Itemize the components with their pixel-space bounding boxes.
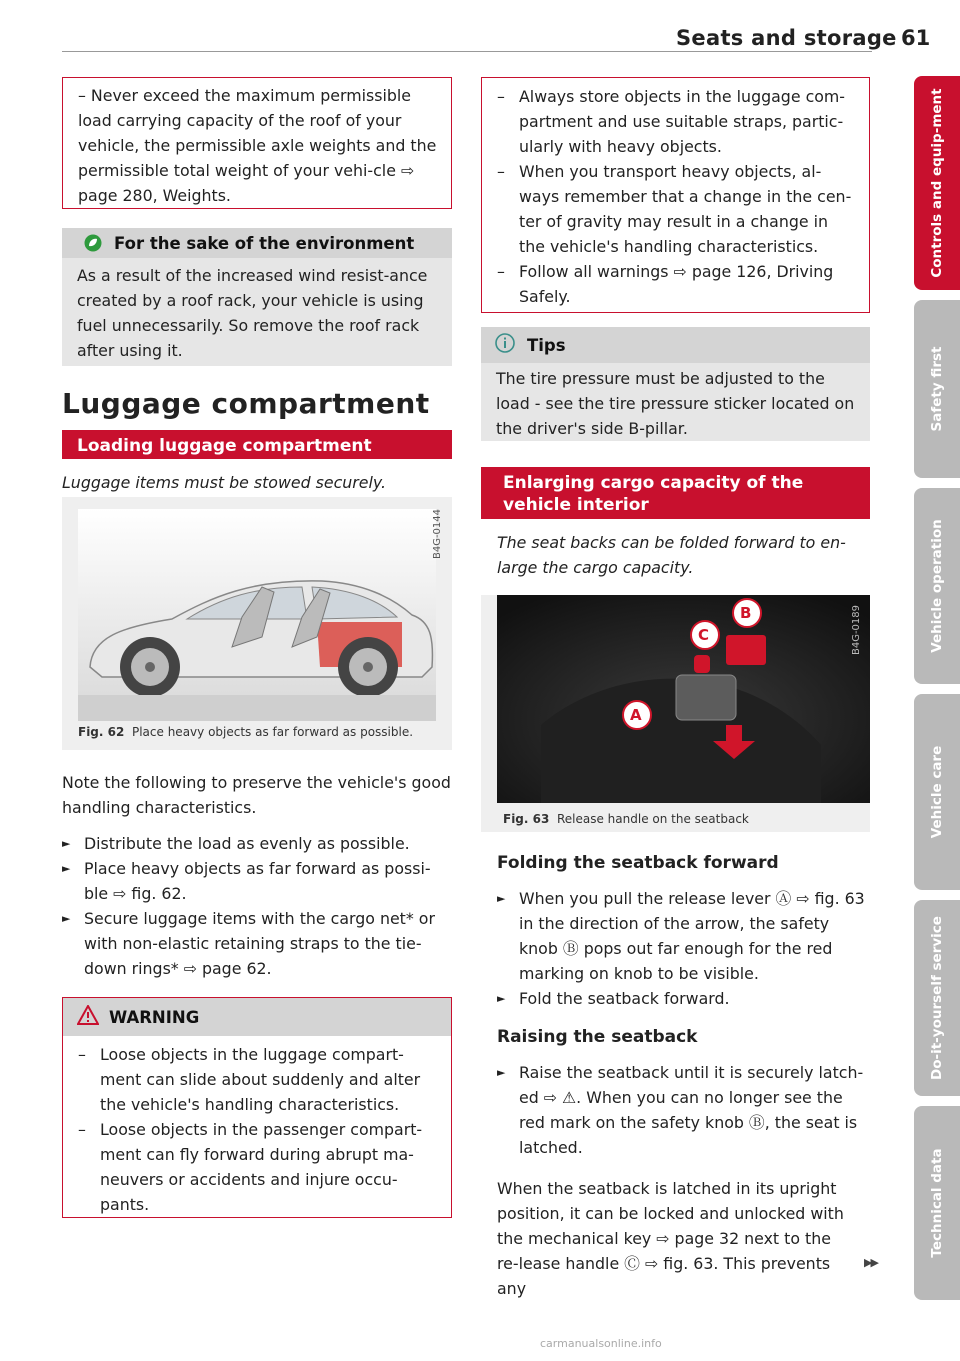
tips-heading-text: Tips: [527, 335, 566, 355]
warning-heading-text: WARNING: [109, 1007, 200, 1027]
tab-label: Do-it-yourself service: [929, 916, 945, 1080]
figure-63: [481, 595, 870, 832]
storage-list: [482, 78, 869, 309]
luggage-storage-box: [481, 77, 870, 313]
environment-heading-text: For the sake of the environment: [114, 233, 415, 253]
subtitle-luggage: Luggage items must be stowed securely.: [62, 473, 387, 492]
figure-62-caption-text: Place heavy objects as far forward as possible.: [131, 725, 414, 739]
header-rule: [62, 51, 872, 52]
loading-bullet-list: [62, 831, 452, 981]
bullet-item: ► Distribute the load as evenly as possible.: [62, 831, 452, 856]
intro-text: Note the following to preserve the vehicle's good handling characteristics.: [62, 773, 451, 817]
bullet-item: ► Fold the seatback forward.: [497, 986, 872, 1011]
environment-note-heading: [62, 228, 452, 258]
tab-label: Vehicle care: [929, 745, 945, 839]
warning-list: [63, 1036, 451, 1217]
running-header-title: Seats and storage: [676, 26, 897, 50]
tips-heading: [481, 327, 870, 363]
page-number: 61: [901, 26, 931, 50]
roof-load-box: [62, 77, 452, 209]
tab-label: Technical data: [929, 1148, 945, 1258]
figure-code: B4G-0144: [432, 509, 443, 560]
info-icon: [495, 333, 515, 357]
warning-item: – Loose objects in the luggage compart-ment can slide about suddenly and alter the vehicle's handling characteristics.: [78, 1042, 436, 1117]
subtitle-enlarging: The seat backs can be folded forward to en-large the cargo capacity.: [497, 533, 846, 577]
callout-a: A: [630, 706, 642, 724]
continue-arrow-icon: ▶▶: [864, 1256, 877, 1269]
figure-63-caption-text: Release handle on the seatback: [556, 812, 749, 826]
figure-62-label: Fig. 62: [78, 725, 125, 739]
roof-load-text: – Never exceed the maximum permissible load carrying capacity of the roof of your vehicle, the permissible axle weights and the permissible total weight of your vehi-cle ⇨ page 280, Weights.: [78, 86, 437, 205]
bullet-item: ► Place heavy objects as far forward as possi-ble ⇨ fig. 62.: [62, 856, 452, 906]
bullet-item: ► Raise the seatback until it is securely latch-ed ⇨ ⚠. When you can no longer see the red mark on the safety knob Ⓑ, the seat is latched.: [497, 1060, 872, 1160]
figure-63-code: B4G-0189: [851, 605, 862, 656]
warning-triangle-icon: [77, 1005, 99, 1029]
folding-bullet-list: [497, 886, 872, 1011]
tab-label: Vehicle operation: [929, 519, 945, 653]
tab-vehicle-operation[interactable]: [914, 488, 960, 684]
section-title-enlarging: Enlarging cargo capacity of the vehicle interior: [481, 467, 870, 519]
storage-item: – Always store objects in the luggage com-partment and use suitable straps, partic-ularly with heavy objects.: [497, 84, 854, 159]
bullet-item: ► When you pull the release lever Ⓐ ⇨ fig. 63 in the direction of the arrow, the safety knob Ⓑ pops out far enough for the red marking on knob to be visible.: [497, 886, 872, 986]
leaf-icon: [84, 234, 102, 252]
car-side-illustration: [62, 497, 452, 750]
environment-note-text: As a result of the increased wind resist-ance created by a roof rack, your vehicle is using fuel unnecessarily. So remove the roof rack after using it.: [62, 258, 452, 366]
heading-folding: Folding the seatback forward: [497, 853, 779, 873]
tab-vehicle-care[interactable]: [914, 694, 960, 890]
warning-item: – Loose objects in the passenger compart-ment can fly forward during abrupt ma-neuvers or accidents and injure occu-pants.: [78, 1117, 436, 1217]
tab-technical-data[interactable]: [914, 1106, 960, 1300]
tab-label: Safety first: [929, 346, 945, 432]
tab-do-it-yourself-service[interactable]: [914, 900, 960, 1096]
section-title-luggage: Luggage compartment: [62, 387, 430, 420]
subsection-title-loading: Loading luggage compartment: [62, 430, 452, 459]
figure-62: [62, 497, 452, 750]
tab-safety-first[interactable]: [914, 300, 960, 478]
storage-item: – When you transport heavy objects, al-ways remember that a change in the cen-ter of gravity may result in a change in the vehicle's handling characteristics.: [497, 159, 854, 259]
watermark: carmanualsonline.info: [540, 1337, 662, 1350]
figure-63-caption: [503, 812, 749, 826]
closing-paragraph: When the seatback is latched in its upright position, it can be locked and unlocked with the mechanical key ⇨ page 32 next to the re-lease handle Ⓒ ⇨ fig. 63. This prevents any: [497, 1179, 844, 1298]
tab-controls-and-equipment[interactable]: [914, 76, 960, 290]
warning-heading: [63, 998, 451, 1036]
callout-b: B: [740, 604, 752, 622]
figure-62-caption: [78, 725, 413, 739]
callout-c: C: [698, 626, 710, 644]
storage-item: – Follow all warnings ⇨ page 126, Driving Safely.: [497, 259, 854, 309]
figure-63-label: Fig. 63: [503, 812, 550, 826]
raising-bullet-list: [497, 1060, 872, 1160]
tab-label: Controls and equip-ment: [929, 88, 945, 278]
tips-text: The tire pressure must be adjusted to the load - see the tire pressure sticker located on the driver's side B-pillar.: [481, 363, 870, 441]
bullet-item: ► Secure luggage items with the cargo net* or with non-elastic retaining straps to the tie-down rings* ⇨ page 62.: [62, 906, 452, 981]
heading-raising: Raising the seatback: [497, 1027, 698, 1047]
seatback-illustration: [481, 595, 870, 832]
warning-box: [62, 997, 452, 1218]
